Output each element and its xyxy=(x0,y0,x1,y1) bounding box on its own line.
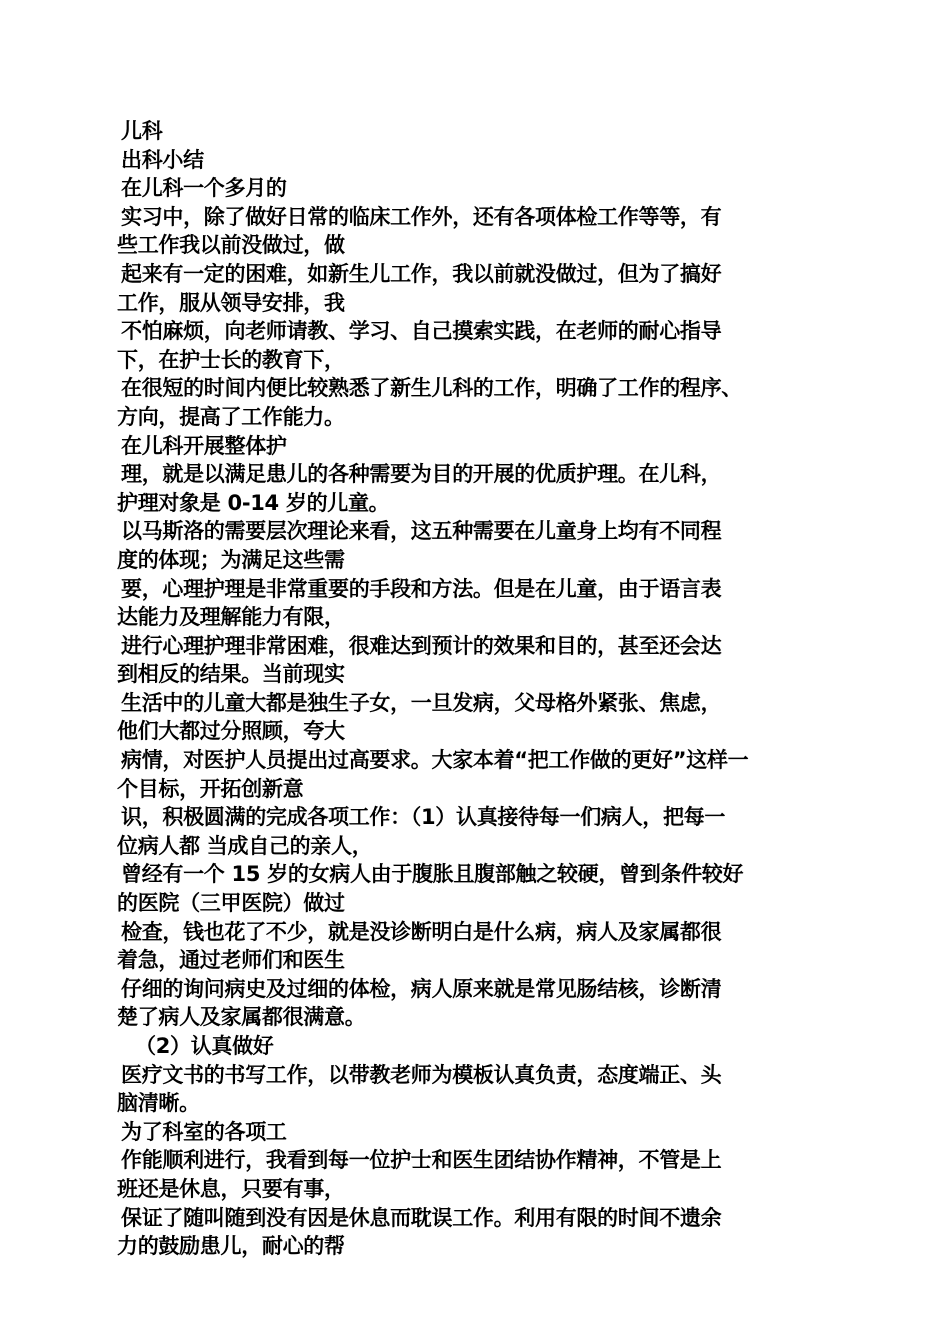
text-line: 的医院（三甲医院）做过 xyxy=(117,891,345,916)
text-line: 度的体现；为满足这些需 xyxy=(117,547,345,572)
text-line: 些工作我以前没做过，做 xyxy=(117,233,345,258)
text-line: 曾经有一个 15 岁的女病人由于腹胀且腹部触之较硬，曾到条件较好 xyxy=(121,862,744,887)
text-line: 在很短的时间内便比较熟悉了新生儿科的工作，明确了工作的程序、 xyxy=(121,376,742,401)
text-line: 理，就是以满足患儿的各种需要为目的开展的优质护理。在儿科， xyxy=(121,462,722,487)
text-line: 以马斯洛的需要层次理论来看，这五种需要在儿童身上均有不同程 xyxy=(121,519,722,544)
text-line: 进行心理护理非常困难，很难达到预计的效果和目的，甚至还会达 xyxy=(121,633,722,658)
text-line: 病情，对医护人员提出过高要求。大家本着“把工作做的更好”这样一 xyxy=(121,748,749,773)
text-line: 位病人都 当成自己的亲人， xyxy=(117,833,373,858)
text-line: 着急，通过老师们和医生 xyxy=(117,948,345,973)
text-line: 儿科 xyxy=(121,119,163,143)
text-line: 护理对象是 0-14 岁的儿童。 xyxy=(117,490,390,515)
text-line: 出科小结 xyxy=(121,147,204,172)
text-line: 仔细的询问病史及过细的体检，病人原来就是常见肠结核，诊断清 xyxy=(121,976,722,1001)
text-line: 要，心理护理是非常重要的手段和方法。但是在儿童，由于语言表 xyxy=(121,576,722,601)
text-line: 作能顺利进行，我看到每一位护士和医生团结协作精神，不管是上 xyxy=(121,1148,722,1173)
text-line: 班还是休息，只要有事， xyxy=(117,1176,345,1201)
text-line: 医疗文书的书写工作，以带教老师为模板认真负责，态度端正、头 xyxy=(121,1062,722,1087)
text-line: 识，积极圆满的完成各项工作：（1）认真接待每一们病人，把每一 xyxy=(121,805,726,830)
text-line: 不怕麻烦，向老师请教、学习、自己摸索实践，在老师的耐心指导 xyxy=(121,319,722,344)
text-line: 检查，钱也花了不少，就是没诊断明白是什么病，病人及家属都很 xyxy=(121,919,722,944)
text-line: 方向，提高了工作能力。 xyxy=(117,404,345,429)
text-line: 生活中的儿童大都是独生子女，一旦发病，父母格外紧张、焦虑， xyxy=(121,690,722,715)
text-line: 为了科室的各项工 xyxy=(121,1119,287,1144)
text-line: 在儿科一个多月的 xyxy=(121,176,287,201)
text-line: 到相反的结果。当前现实 xyxy=(117,662,345,687)
text-line: 楚了病人及家属都很满意。 xyxy=(117,1005,366,1030)
text-line: （2）认真做好 xyxy=(135,1034,274,1058)
text-line: 个目标，开拓创新意 xyxy=(117,776,304,801)
text-line: 在儿科开展整体护 xyxy=(121,433,287,458)
document-body xyxy=(117,117,835,1261)
text-line: 达能力及理解能力有限， xyxy=(117,605,345,630)
text-line: 脑清晰。 xyxy=(117,1091,200,1116)
text-line: 下，在护士长的教育下， xyxy=(117,347,345,372)
text-line: 他们大都过分照顾，夸大 xyxy=(117,719,345,744)
text-line: 保证了随叫随到没有因是休息而耽误工作。利用有限的时间不遗余 xyxy=(121,1205,722,1230)
text-line: 工作，服从领导安排，我 xyxy=(117,290,345,315)
text-line: 实习中，除了做好日常的临床工作外，还有各项体检工作等等，有 xyxy=(121,204,722,229)
text-line: 力的鼓励患儿，耐心的帮 xyxy=(117,1234,345,1259)
text-line: 起来有一定的困难，如新生儿工作，我以前就没做过，但为了搞好 xyxy=(121,261,722,286)
